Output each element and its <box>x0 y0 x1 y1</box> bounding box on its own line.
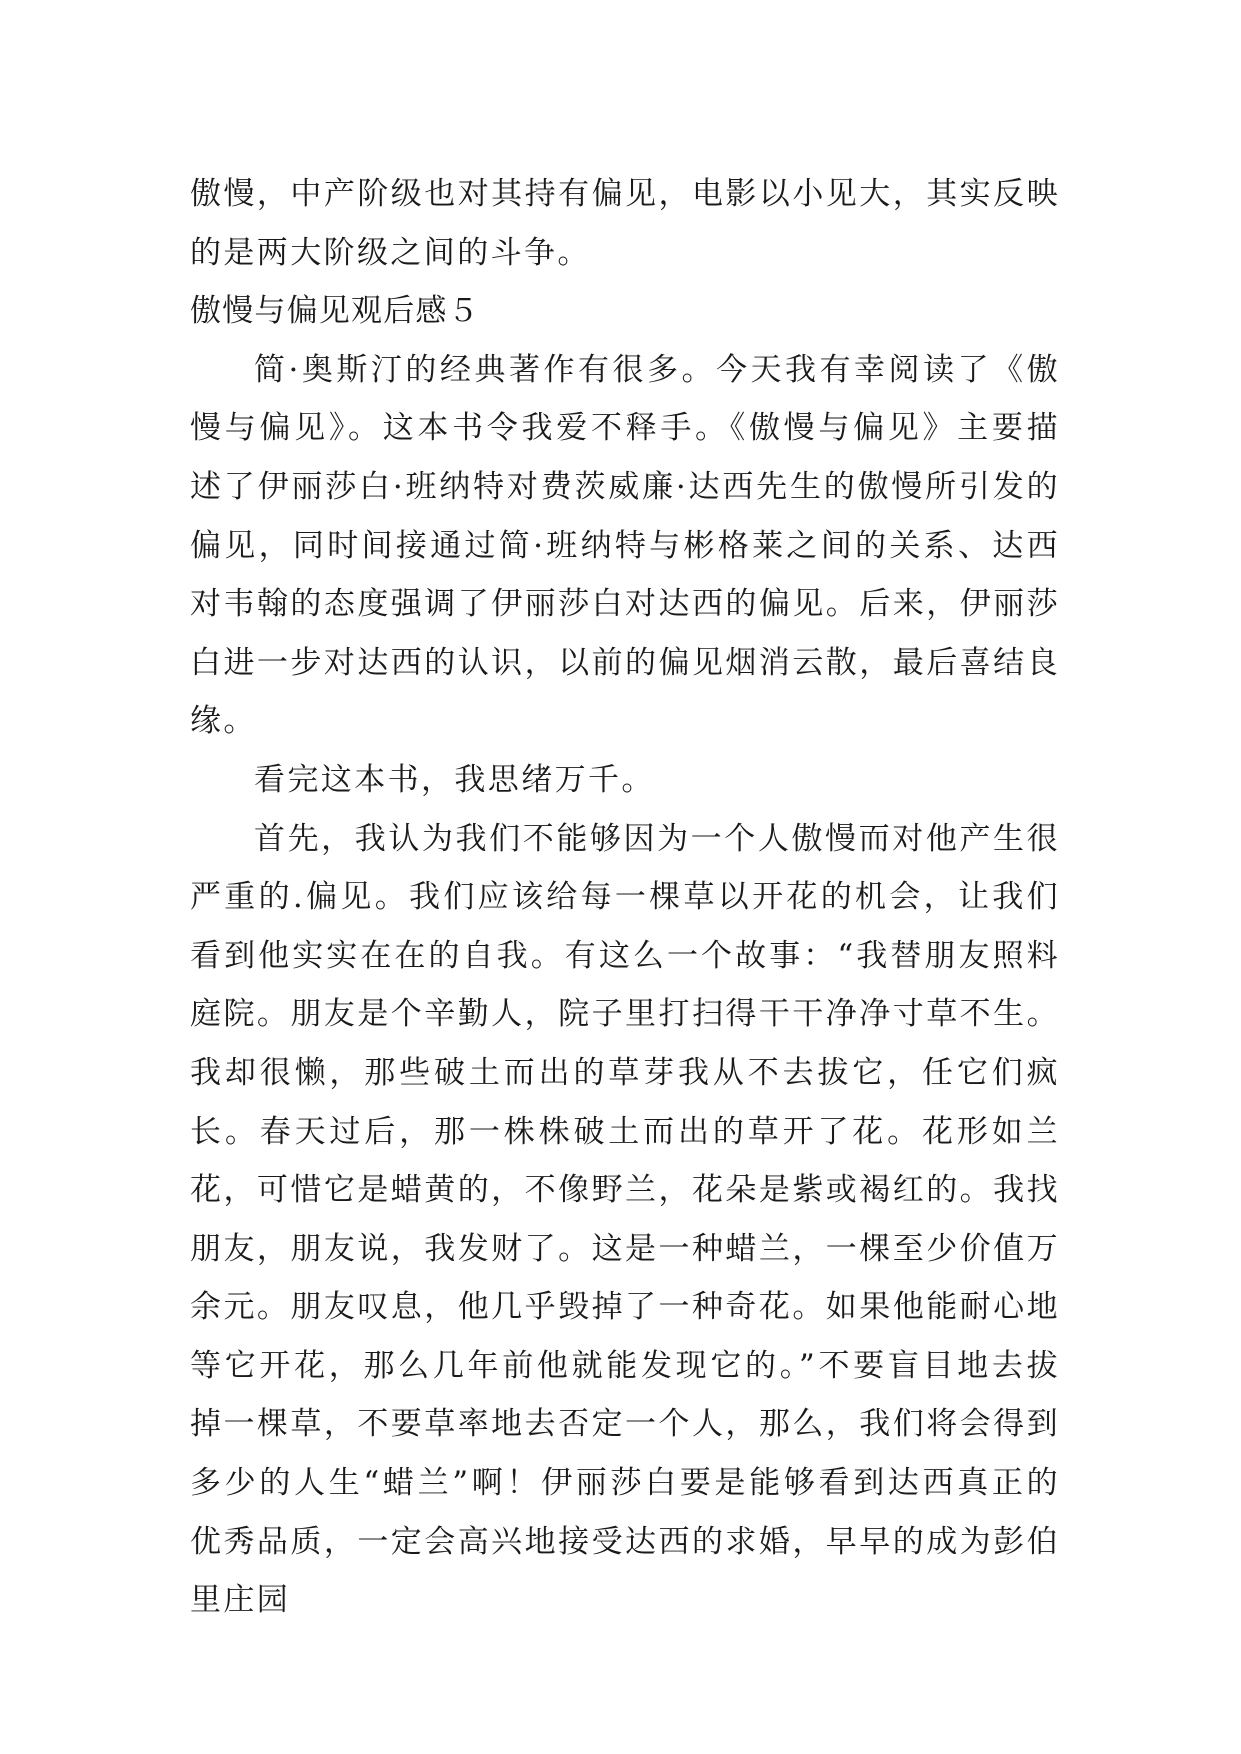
document-body <box>190 165 1060 1630</box>
paragraph-orchid-story: 首先，我认为我们不能够因为一个人傲慢而对他产生很严重的.偏见。我们应该给每一棵草以开花的机会，让我们看到他实实在在的自我。有这么一个故事：“我替朋友照料庭院。朋友是个辛勤人，院子里打扫得干干净净寸草不生。我却很懒，那些破土而出的草芽我从不去拔它，任它们疯长。春天过后，那一株株破土而出的草开了花。花形如兰花，可惜它是蜡黄的，不像野兰，花朵是紫或褐红的。我找朋友，朋友说，我发财了。这是一种蜡兰，一棵至少价值万余元。朋友叹息，他几乎毁掉了一种奇花。如果他能耐心地等它开花，那么几年前他就能发现它的。”不要盲目地去拔掉一棵草，不要草率地去否定一个人，那么，我们将会得到多少的人生“蜡兰”啊！伊丽莎白要是能够看到达西真正的优秀品质，一定会高兴地接受达西的求婚，早早的成为彭伯里庄园 <box>190 820 1060 1619</box>
paragraph-continuation: 傲慢，中产阶级也对其持有偏见，电影以小见大，其实反映的是两大阶级之间的斗争。 <box>190 176 1060 271</box>
section-heading: 傲慢与偏见观后感５ <box>190 293 480 330</box>
paragraph-reflection-intro: 看完这本书，我思绪万千。 <box>254 761 655 798</box>
paragraph-summary: 简·奥斯汀的经典著作有很多。今天我有幸阅读了《傲慢与偏见》。这本书令我爱不释手。《傲慢与偏见》主要描述了伊丽莎白·班纳特对费茨威廉·达西先生的傲慢所引发的偏见，同时间接通过简·班纳特与彬格莱之间的关系、达西对韦翰的态度强调了伊丽莎白对达西的偏见。后来，伊丽莎白进一步对达西的认识，以前的偏见烟消云散，最后喜结良缘。 <box>190 351 1060 740</box>
